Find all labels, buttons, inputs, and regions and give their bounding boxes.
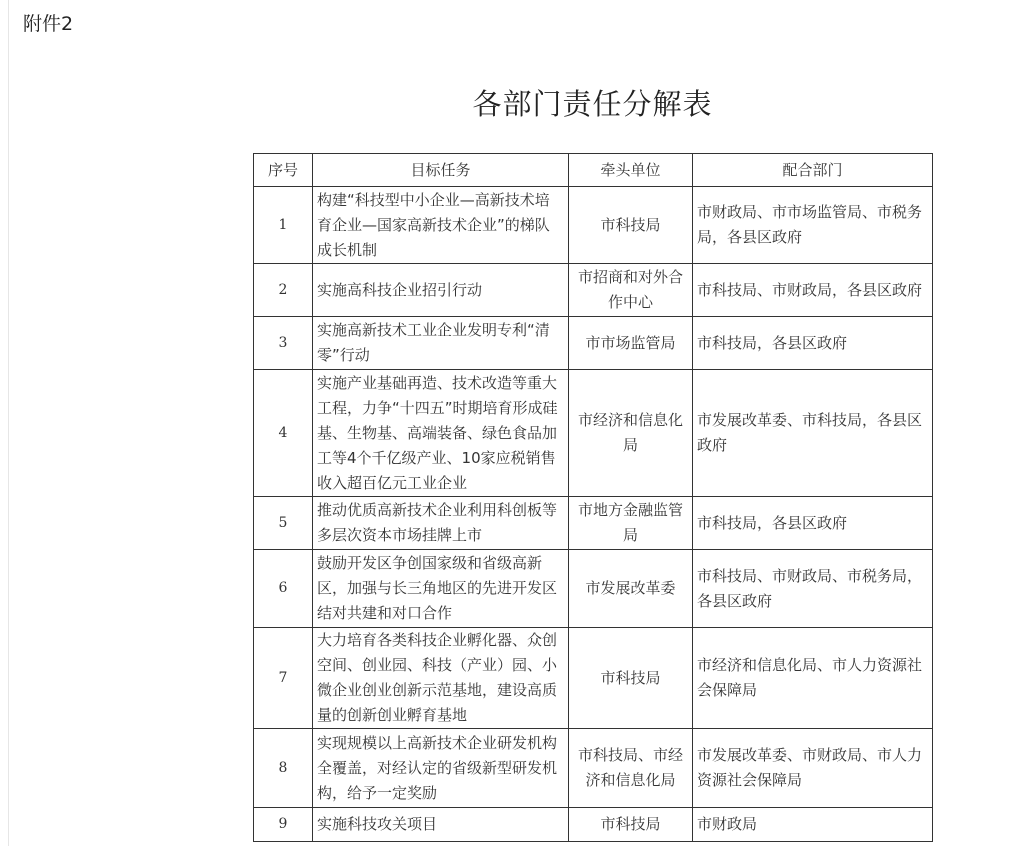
- row-task: 实施高科技企业招引行动: [313, 264, 569, 317]
- page-left-border: [8, 0, 9, 846]
- document-title: 各部门责任分解表: [472, 87, 713, 121]
- responsibility-table: [253, 153, 933, 842]
- row-task: 推动优质高新技术企业利用科创板等多层次资本市场挂牌上市: [313, 497, 569, 550]
- row-coop-dept: 市经济和信息化局、市人力资源社会保障局: [693, 628, 933, 729]
- row-task: 构建“科技型中小企业—高新技术培育企业—国家高新技术企业”的梯队成长机制: [313, 187, 569, 264]
- row-task: 实施产业基础再造、技术改造等重大工程，力争“十四五”时期培育形成硅基、生物基、高端装备、绿色食品加工等4个千亿级产业、10家应税销售收入超百亿元工业企业: [313, 370, 569, 497]
- row-coop-dept: 市科技局，各县区政府: [693, 497, 933, 550]
- row-lead-unit: 市科技局: [569, 187, 693, 264]
- row-coop-dept: 市科技局，各县区政府: [693, 317, 933, 370]
- row-task: 大力培育各类科技企业孵化器、众创空间、创业园、科技（产业）园、小微企业创业创新示范基地，建设高质量的创新创业孵育基地: [313, 628, 569, 729]
- row-lead-unit: 市科技局、市经济和信息化局: [569, 729, 693, 808]
- row-seq: 3: [254, 317, 313, 370]
- table-row: [254, 370, 933, 497]
- row-lead-unit: 市科技局: [569, 628, 693, 729]
- table-row: [254, 729, 933, 808]
- row-seq: 4: [254, 370, 313, 497]
- row-coop-dept: 市财政局、市市场监管局、市税务局，各县区政府: [693, 187, 933, 264]
- row-task: 实现规模以上高新技术企业研发机构全覆盖，对经认定的省级新型研发机构，给予一定奖励: [313, 729, 569, 808]
- row-task: 实施高新技术工业企业发明专利“清零”行动: [313, 317, 569, 370]
- table-row: [254, 497, 933, 550]
- row-lead-unit: 市发展改革委: [569, 550, 693, 628]
- row-seq: 5: [254, 497, 313, 550]
- row-coop-dept: 市科技局、市财政局、市税务局，各县区政府: [693, 550, 933, 628]
- row-seq: 1: [254, 187, 313, 264]
- header-task: 目标任务: [313, 154, 569, 187]
- row-lead-unit: 市经济和信息化局: [569, 370, 693, 497]
- attachment-label: 附件2: [23, 13, 74, 35]
- row-seq: 2: [254, 264, 313, 317]
- table-row: [254, 264, 933, 317]
- table-row: [254, 808, 933, 842]
- table-header-row: [254, 154, 933, 187]
- row-lead-unit: 市科技局: [569, 808, 693, 842]
- row-lead-unit: 市招商和对外合作中心: [569, 264, 693, 317]
- table-row: [254, 187, 933, 264]
- row-lead-unit: 市市场监管局: [569, 317, 693, 370]
- table-row: [254, 550, 933, 628]
- row-coop-dept: 市发展改革委、市科技局，各县区政府: [693, 370, 933, 497]
- header-lead: 牵头单位: [569, 154, 693, 187]
- row-seq: 8: [254, 729, 313, 808]
- row-seq: 9: [254, 808, 313, 842]
- table-row: [254, 317, 933, 370]
- row-seq: 6: [254, 550, 313, 628]
- row-coop-dept: 市财政局: [693, 808, 933, 842]
- row-coop-dept: 市发展改革委、市财政局、市人力资源社会保障局: [693, 729, 933, 808]
- table-row: [254, 628, 933, 729]
- header-coop: 配合部门: [693, 154, 933, 187]
- row-task: 实施科技攻关项目: [313, 808, 569, 842]
- row-seq: 7: [254, 628, 313, 729]
- row-task: 鼓励开发区争创国家级和省级高新区，加强与长三角地区的先进开发区结对共建和对口合作: [313, 550, 569, 628]
- row-lead-unit: 市地方金融监管局: [569, 497, 693, 550]
- row-coop-dept: 市科技局、市财政局，各县区政府: [693, 264, 933, 317]
- header-seq: 序号: [254, 154, 313, 187]
